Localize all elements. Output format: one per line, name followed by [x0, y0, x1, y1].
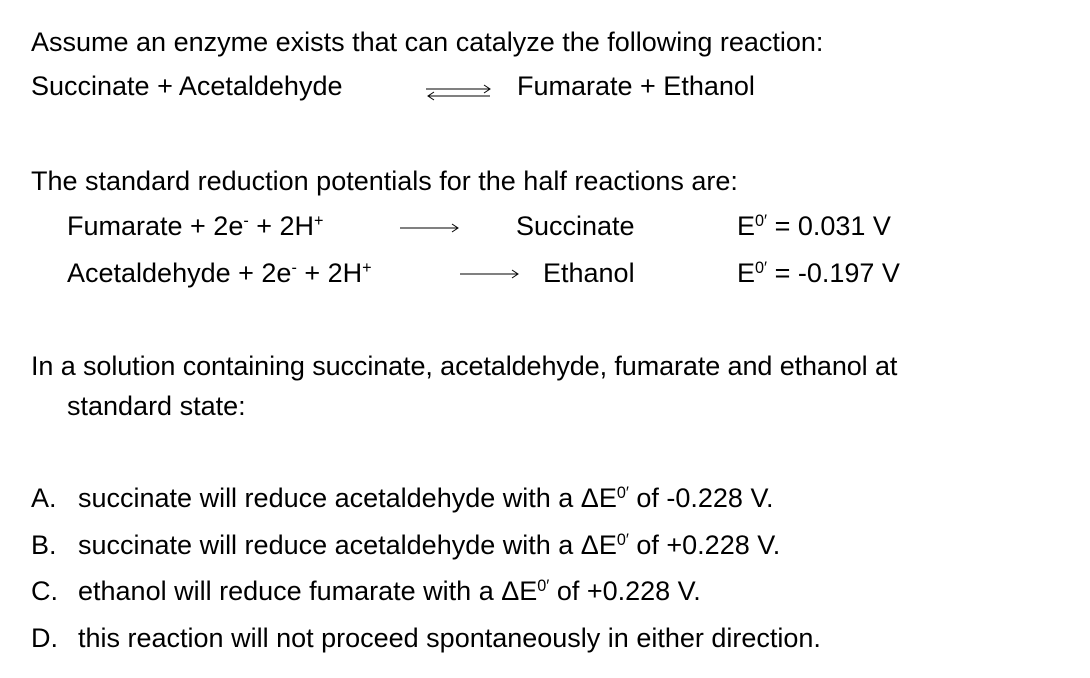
standard-state-mark: 0′ — [755, 212, 768, 231]
option-d[interactable] — [31, 625, 821, 652]
half-reaction-2-reactant-text: Acetaldehyde + 2e — [67, 258, 292, 288]
half-reaction-2-proton-text: + 2H — [296, 258, 363, 288]
half-reaction-2-product: Ethanol — [543, 258, 635, 288]
proton-charge: + — [314, 212, 324, 231]
half-reaction-1-product: Succinate — [516, 211, 635, 241]
option-text: this reaction will not proceed spontaneously in either direction. — [78, 623, 821, 653]
half-reaction-1-reactants — [67, 213, 324, 240]
option-letter: C. — [31, 576, 58, 606]
option-text: succinate will reduce acetaldehyde with a ΔE — [78, 483, 617, 513]
half-reaction-1-potential — [737, 213, 891, 240]
half-reaction-2-reactants — [67, 260, 372, 287]
option-b[interactable] — [31, 532, 780, 559]
question-line-1: In a solution containing succinate, acetaldehyde, fumarate and ethanol at — [31, 351, 898, 381]
electron-charge: - — [243, 212, 249, 231]
proton-charge: + — [362, 259, 372, 278]
reaction-right: Fumarate + Ethanol — [517, 71, 755, 101]
question-line-2: standard state: — [67, 391, 246, 421]
option-letter: A. — [31, 483, 57, 513]
option-value: of -0.228 V. — [628, 483, 774, 513]
half-reaction-1-reactant-text: Fumarate + 2e — [67, 211, 244, 241]
electron-charge: - — [291, 259, 297, 278]
potential-value: = -0.197 V — [767, 258, 900, 288]
potential-value: = 0.031 V — [767, 211, 891, 241]
standard-state-mark: 0′ — [616, 484, 629, 503]
potentials-heading: The standard reduction potentials for the half reactions are: — [31, 166, 738, 196]
option-text: succinate will reduce acetaldehyde with a ΔE — [78, 530, 617, 560]
standard-state-mark: 0′ — [616, 531, 629, 550]
equilibrium-arrow-icon — [424, 83, 494, 103]
option-letter: D. — [31, 623, 58, 653]
standard-state-mark: 0′ — [537, 577, 550, 596]
option-a[interactable] — [31, 485, 774, 512]
potential-symbol: E — [737, 211, 756, 241]
right-arrow-icon — [398, 222, 462, 234]
reaction-left: Succinate + Acetaldehyde — [31, 71, 343, 101]
option-letter: B. — [31, 530, 57, 560]
option-value: of +0.228 V. — [628, 530, 781, 560]
potential-symbol: E — [737, 258, 756, 288]
right-arrow-icon — [458, 268, 522, 280]
half-reaction-2-potential — [737, 260, 900, 287]
half-reaction-1-proton-text: + 2H — [248, 211, 315, 241]
option-value: of +0.228 V. — [549, 576, 701, 606]
option-text: ethanol will reduce fumarate with a ΔE — [78, 576, 538, 606]
intro-text: Assume an enzyme exists that can catalyze the following reaction: — [31, 27, 824, 57]
option-c[interactable] — [31, 578, 701, 605]
standard-state-mark: 0′ — [755, 259, 768, 278]
